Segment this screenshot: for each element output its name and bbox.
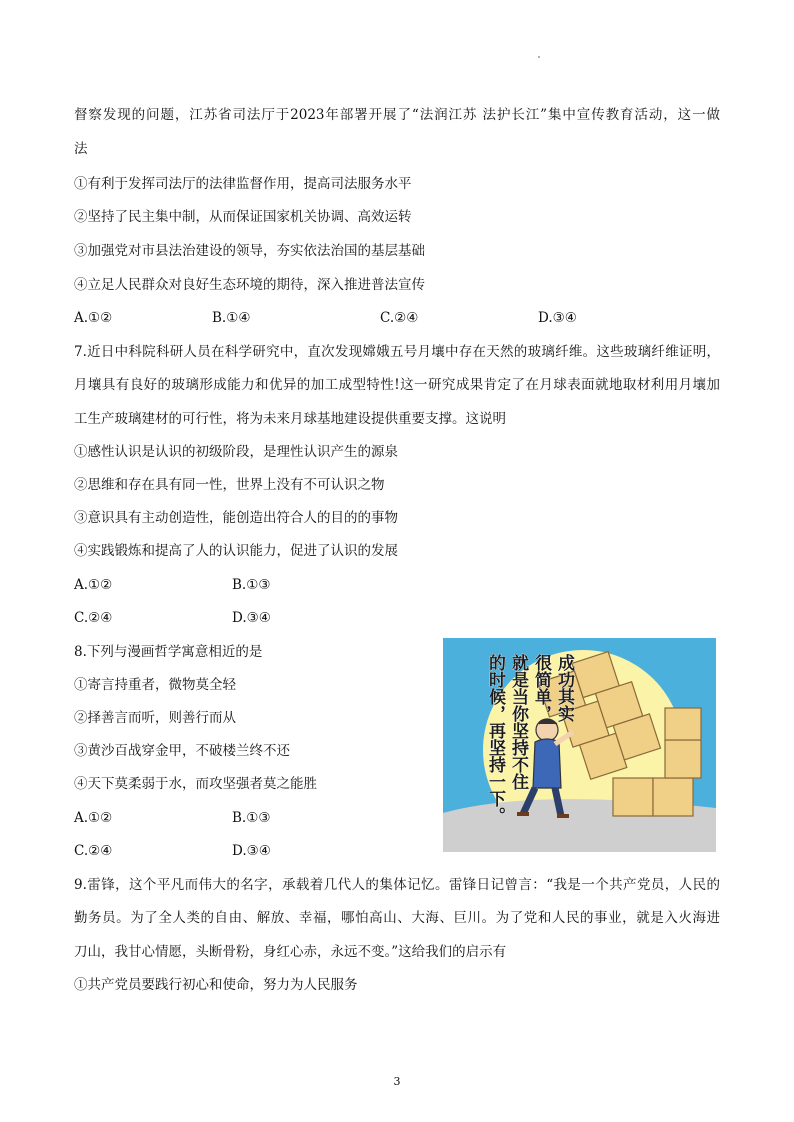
cartoon-caption-col-3: 就是当你坚持不住 bbox=[508, 654, 528, 790]
q6-item-1: ①有利于发挥司法厅的法律监督作用，提高司法服务水平 bbox=[74, 176, 412, 192]
q7-option-a[interactable]: A.①② bbox=[74, 577, 113, 593]
q7-item-3: ③意识具有主动创造性，能创造出符合人的目的的事物 bbox=[74, 510, 398, 526]
q8-option-d[interactable]: D.③④ bbox=[232, 843, 271, 859]
q6-option-d[interactable]: D.③④ bbox=[538, 310, 577, 326]
q7-item-2: ②思维和存在具有同一性，世界上没有不可认识之物 bbox=[74, 477, 385, 493]
q8-item-1: ①寄言持重者，微物莫全轻 bbox=[74, 677, 236, 693]
q6-item-3: ③加强党对市县法治建设的领导，夯实依法治国的基层基础 bbox=[74, 243, 425, 259]
q9-item-1: ①共产党员要践行初心和使命，努力为人民服务 bbox=[74, 977, 358, 993]
cartoon-caption-col-4: 的时候，再坚持一下。 bbox=[485, 654, 505, 824]
q8-item-3: ③黄沙百战穿金甲，不破楼兰终不还 bbox=[74, 743, 290, 759]
cartoon-caption-col-2: 很简单， bbox=[531, 654, 551, 722]
q7-item-4: ④实践锻炼和提高了人的认识能力，促进了认识的发展 bbox=[74, 543, 398, 559]
q7-stem-line-1: 7.近日中科院科研人员在科学研究中，直次发现嫦娥五号月壤中存在天然的玻璃纤维。这些玻璃纤维证明， bbox=[74, 344, 720, 360]
q7-option-d[interactable]: D.③④ bbox=[232, 610, 271, 626]
scan-dot bbox=[538, 56, 540, 58]
q6-item-4: ④立足人民群众对良好生态环境的期待，深入推进普法宣传 bbox=[74, 277, 425, 293]
q6-option-c[interactable]: C.②④ bbox=[380, 310, 419, 326]
q7-stem-line-3: 工生产玻璃建材的可行性，将为未来月球基地建设提供重要支撑。这说明 bbox=[74, 411, 506, 427]
q6-option-b[interactable]: B.①④ bbox=[212, 310, 251, 326]
q8-option-c[interactable]: C.②④ bbox=[74, 843, 113, 859]
q7-option-c[interactable]: C.②④ bbox=[74, 610, 113, 626]
q7-stem-line-2: 月壤具有良好的玻璃形成能力和优异的加工成型特性!这一研究成果肯定了在月球表面就地取材利用月壤加 bbox=[74, 377, 720, 393]
cartoon-caption-col-1: 成功其实 bbox=[554, 654, 574, 722]
q6-stem-line-2: 法 bbox=[74, 141, 88, 157]
q8-item-4: ④天下莫柔弱于水，而攻坚强者莫之能胜 bbox=[74, 776, 317, 792]
q9-stem-line-1: 9.雷锋，这个平凡而伟大的名字，承载着几代人的集体记忆。雷锋日记曾言：“我是一个共产党员，人民的 bbox=[74, 877, 720, 893]
page-number: 3 bbox=[393, 1075, 401, 1088]
cartoon-image bbox=[443, 638, 716, 852]
q6-stem-line-1: 督察发现的问题，江苏省司法厅于2023年部署开展了“法润江苏 法护长江”集中宣传教育活动，这一做 bbox=[74, 107, 720, 123]
q6-option-a[interactable]: A.①② bbox=[74, 310, 113, 326]
q8-option-b[interactable]: B.①③ bbox=[232, 810, 271, 826]
q6-item-2: ②坚持了民主集中制，从而保证国家机关协调、高效运转 bbox=[74, 209, 412, 225]
q8-option-a[interactable]: A.①② bbox=[74, 810, 113, 826]
q8-item-2: ②择善言而听，则善行而从 bbox=[74, 710, 236, 726]
q8-stem: 8.下列与漫画哲学寓意相近的是 bbox=[74, 644, 263, 660]
q9-stem-line-3: 刀山，我甘心情愿，头断骨粉，身红心赤，永远不变。”这给我们的启示有 bbox=[74, 944, 507, 960]
q7-item-1: ①感性认识是认识的初级阶段，是理性认识产生的源泉 bbox=[74, 444, 398, 460]
q7-option-b[interactable]: B.①③ bbox=[232, 577, 271, 593]
q9-stem-line-2: 勤务员。为了全人类的自由、解放、幸福，哪怕高山、大海、巨川。为了党和人民的事业，就是入火海进 bbox=[74, 910, 720, 926]
